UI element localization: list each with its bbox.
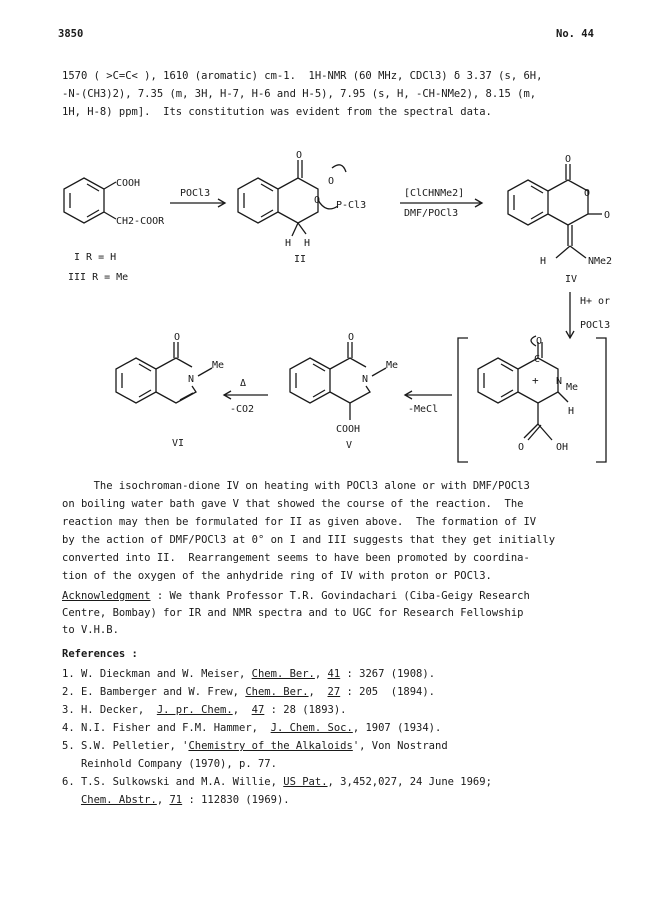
reagent-pocl3-2: POCl3 <box>580 320 611 331</box>
acknowledgment-line-2: Centre, Bombay) for IR and NMR spectra and to UGC for Research Fellowship <box>62 607 524 619</box>
reference-3: 3. H. Decker, J. pr. Chem., 47 : 28 (1893). <box>62 704 347 716</box>
VI-me: Me <box>212 360 225 371</box>
reference-1: 1. W. Dieckman and W. Meiser, Chem. Ber., 41 : 3267 (1908). <box>62 668 436 680</box>
IV-h: H <box>540 256 547 267</box>
ch2coor-group-label: CH2-COOR <box>116 216 165 227</box>
body-line-4: by the action of DMF/POCl3 at 0° on I and III suggests that they get initially <box>62 534 556 546</box>
references-title: References : <box>62 648 138 660</box>
IV-nme2: NMe2 <box>588 256 613 267</box>
int-acid-o: O <box>518 442 525 453</box>
reference-4: 4. N.I. Fisher and F.M. Hammer, J. Chem. Soc., 1907 (1934). <box>62 722 442 734</box>
intro-line-2: -N-(CH3)2), 7.35 (m, 3H, H-7, H-6 and H-5), 7.95 (s, H, -CH-NMe2), 8.15 (m, <box>62 88 537 100</box>
II-h-left: H <box>285 238 292 249</box>
label-compound-V: V <box>346 440 353 451</box>
compound-VI-structure <box>116 342 212 403</box>
II-h-right: H <box>304 238 311 249</box>
IV-carbonyl-o-1: O <box>565 154 572 165</box>
acknowledgment-text-1: : We thank Professor T.R. Govindachari (Ciba-Geigy Research <box>150 590 530 602</box>
V-cooh: COOH <box>336 424 361 435</box>
label-compound-VI: VI <box>172 438 185 449</box>
body-line-2: on boiling water bath gave V that showed the course of the reaction. The <box>62 498 524 510</box>
reference-6: 6. T.S. Sulkowski and M.A. Willie, US Pat., 3,452,027, 24 June 1969; <box>62 776 492 788</box>
acknowledgment-label: Acknowledgment <box>62 590 151 602</box>
reference-5-cont: Reinhold Company (1970), p. 77. <box>62 758 277 770</box>
II-ring-o: O <box>314 195 321 206</box>
intro-line-3: 1H, H-8) ppm]. Its constitution was evident from the spectral data. <box>62 106 492 118</box>
compound-IV-structure <box>508 164 602 258</box>
pcl3-label: P-Cl3 <box>336 200 367 211</box>
compound-V-structure <box>290 342 386 420</box>
int-plus: + <box>532 374 539 387</box>
int-nme2: Me <box>566 382 579 393</box>
issue-number: No. 44 <box>556 28 594 40</box>
acknowledgment-line-1 <box>62 588 530 604</box>
intro-line-1: 1570 ( >C=C< ), 1610 (aromatic) cm-1. 1H-NMR (60 MHz, CDCl3) δ 3.37 (s, 6H, <box>62 70 543 82</box>
reference-5: 5. S.W. Pelletier, 'Chemistry of the Alkaloids', Von Nostrand <box>62 740 448 752</box>
reagent-mecl: -MeCl <box>408 404 439 415</box>
IV-carbonyl-o-2: O <box>604 210 611 221</box>
body-line-3: reaction may then be formulated for II as given above. The formation of IV <box>62 516 537 528</box>
compound-I-structure <box>64 178 116 223</box>
label-compound-IV: IV <box>565 274 578 285</box>
label-compound-III: III R = Me <box>68 272 129 283</box>
V-me: Me <box>386 360 399 371</box>
body-line-1: The isochroman-dione IV on heating with POCl3 alone or with DMF/POCl3 <box>62 480 530 492</box>
IV-ring-o: O <box>584 188 591 199</box>
int-h: H <box>568 406 575 417</box>
reference-2: 2. E. Bamberger and W. Frew, Chem. Ber., 27 : 205 (1894). <box>62 686 435 698</box>
VI-o: O <box>174 332 181 343</box>
int-o: O <box>536 336 543 347</box>
reagent-delta: Δ <box>240 378 247 389</box>
int-c: C <box>534 354 541 365</box>
compound-II-structure <box>238 160 346 236</box>
V-n: N <box>362 374 369 385</box>
body-line-6: tion of the oxygen of the anhydride ring of IV with proton or POCl3. <box>62 570 492 582</box>
int-n: N <box>556 376 563 387</box>
intermediate-structure <box>458 336 606 462</box>
cooh-group-label: COOH <box>116 178 141 189</box>
acknowledgment-line-3: to V.H.B. <box>62 624 119 636</box>
label-compound-I: I R = H <box>74 252 117 263</box>
reagent-vilsmeier: [ClCHNMe2] <box>404 188 465 199</box>
reaction-scheme <box>0 140 672 470</box>
label-compound-II: II <box>294 254 307 265</box>
page-number: 3850 <box>58 28 84 40</box>
body-line-5: converted into II. Rearrangement seems to have been promoted by coordina- <box>62 552 530 564</box>
reagent-dmf-pocl3: DMF/POCl3 <box>404 208 459 219</box>
VI-n: N <box>188 374 195 385</box>
II-carbonyl-o: O <box>296 150 303 161</box>
int-oh: OH <box>556 442 569 453</box>
reagent-co2: -CO2 <box>230 404 255 415</box>
V-o: O <box>348 332 355 343</box>
reagent-h-or: H+ or <box>580 296 611 307</box>
reference-6-cont: Chem. Abstr., 71 : 112830 (1969). <box>80 794 290 806</box>
II-o-p: O <box>328 176 335 187</box>
reagent-pocl3: POCl3 <box>180 188 211 199</box>
